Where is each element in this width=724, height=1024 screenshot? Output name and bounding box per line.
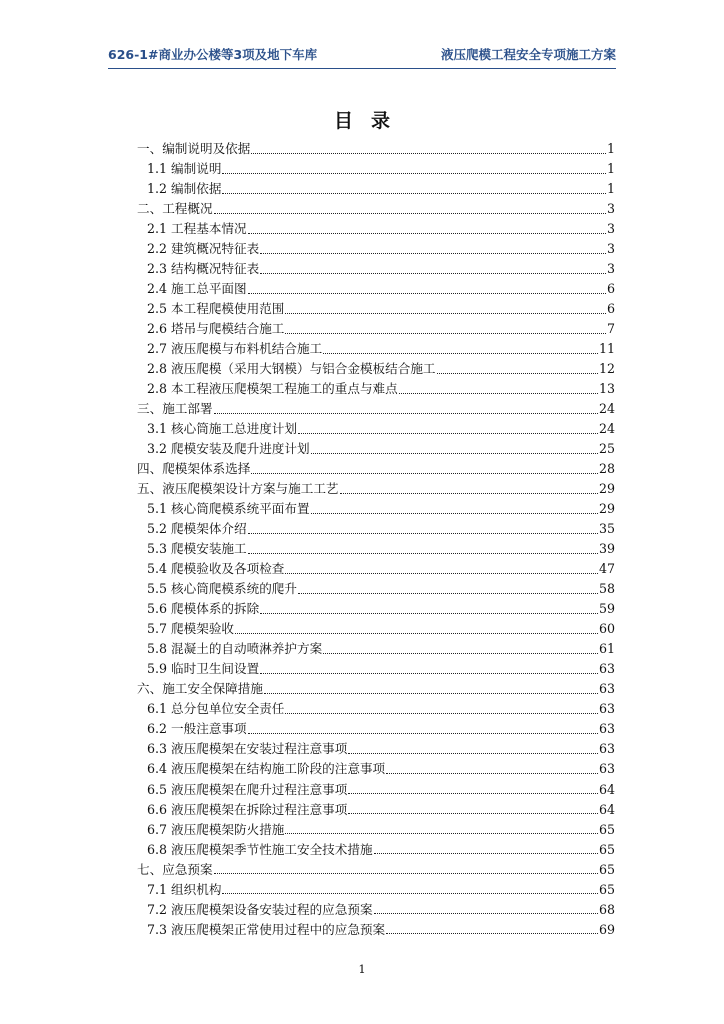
toc-entry-page: 11 <box>598 341 615 357</box>
toc-entry[interactable] <box>137 860 615 880</box>
toc-dot-leader <box>285 573 598 574</box>
toc-entry[interactable] <box>137 679 615 699</box>
toc-entry-page: 58 <box>598 581 615 597</box>
toc-entry[interactable] <box>137 840 615 860</box>
toc-entry-page: 68 <box>598 901 615 917</box>
toc-entry[interactable] <box>137 259 615 279</box>
toc-entry[interactable] <box>137 199 615 219</box>
toc-dot-leader <box>251 473 598 474</box>
toc-entry-page: 25 <box>598 441 615 457</box>
toc-entry-label: 7.1 组织机构 <box>147 881 222 897</box>
toc-entry-page: 28 <box>598 461 615 477</box>
toc-entry[interactable] <box>137 359 615 379</box>
toc-entry[interactable] <box>137 579 615 599</box>
toc-entry[interactable] <box>137 759 615 779</box>
toc-entry[interactable] <box>137 499 615 519</box>
toc-entry-page: 63 <box>598 741 615 757</box>
toc-dot-leader <box>437 373 598 374</box>
toc-entry-label: 2.2 建筑概况特征表 <box>147 241 260 257</box>
toc-entry[interactable] <box>137 299 615 319</box>
toc-entry[interactable] <box>137 279 615 299</box>
toc-dot-leader <box>285 713 598 714</box>
toc-entry-label: 5.1 核心筒爬模系统平面布置 <box>147 501 310 517</box>
toc-entry-label: 6.3 液压爬模架在安装过程注意事项 <box>147 741 348 757</box>
toc-entry-page: 29 <box>598 501 615 517</box>
toc-entry-page: 60 <box>598 621 615 637</box>
toc-entry-label: 6.2 一般注意事项 <box>147 721 247 737</box>
toc-entry-label: 三、施工部署 <box>137 401 213 417</box>
toc-entry-label: 7.3 液压爬模架正常使用过程中的应急预案 <box>147 921 386 937</box>
toc-entry-page: 13 <box>598 381 615 397</box>
toc-entry[interactable] <box>137 780 615 800</box>
toc-dot-leader <box>285 333 606 334</box>
toc-entry-label: 6.8 液压爬模架季节性施工安全技术措施 <box>147 841 373 857</box>
toc-entry-page: 1 <box>606 141 615 156</box>
toc-entry-page: 6 <box>606 301 615 317</box>
toc-entry-label: 6.7 液压爬模架防火措施 <box>147 821 285 837</box>
toc-entry-label: 5.7 爬模架验收 <box>147 621 235 637</box>
toc-entry[interactable] <box>137 739 615 759</box>
toc-entry-label: 2.5 本工程爬模使用范围 <box>147 301 285 317</box>
toc-dot-leader <box>260 253 606 254</box>
toc-entry-label: 四、爬模架体系选择 <box>137 461 251 477</box>
toc-entry-label: 3.1 核心筒施工总进度计划 <box>147 421 297 437</box>
toc-entry-label: 五、液压爬模架设计方案与施工工艺 <box>137 481 339 497</box>
toc-entry-label: 5.8 混凝土的自动喷淋养护方案 <box>147 641 323 657</box>
toc-dot-leader <box>374 853 598 854</box>
toc-dot-leader <box>311 453 598 454</box>
toc-entry-page: 61 <box>598 641 615 657</box>
toc-entry-page: 64 <box>598 781 615 797</box>
toc-entry-page: 3 <box>606 241 615 257</box>
toc-entry-page: 24 <box>598 401 615 417</box>
toc-entry[interactable] <box>137 659 615 679</box>
toc-dot-leader <box>248 733 598 734</box>
toc-entry-label: 2.8 本工程液压爬模架工程施工的重点与难点 <box>147 381 398 397</box>
toc-entry[interactable] <box>137 479 615 499</box>
toc-entry-page: 39 <box>598 541 615 557</box>
toc-dot-leader <box>285 313 606 314</box>
page-number: 1 <box>358 962 366 976</box>
toc-entry-label: 1.1 编制说明 <box>147 161 222 177</box>
toc-title: 目录 <box>333 110 408 132</box>
toc-dot-leader <box>348 793 598 794</box>
toc-dot-leader <box>222 193 606 194</box>
toc-dot-leader <box>399 393 598 394</box>
toc-entry[interactable] <box>137 599 615 619</box>
toc-entry-label: 2.8 液压爬模（采用大钢模）与铝合金模板结合施工 <box>147 361 436 377</box>
toc-entry-page: 24 <box>598 421 615 437</box>
toc-dot-leader <box>374 913 598 914</box>
toc-entry-page: 3 <box>606 261 615 277</box>
toc-dot-leader <box>348 753 598 754</box>
toc-dot-leader <box>260 613 598 614</box>
toc-dot-leader <box>214 413 598 414</box>
toc-entry-page: 63 <box>598 761 615 777</box>
toc-entry[interactable] <box>137 519 615 539</box>
toc-entry-label: 5.3 爬模安装施工 <box>147 541 247 557</box>
toc-entry-page: 65 <box>598 861 615 877</box>
toc-entry[interactable] <box>137 399 615 419</box>
toc-dot-leader <box>264 693 598 694</box>
toc-entry-page: 64 <box>598 801 615 817</box>
toc-entry-label: 二、工程概况 <box>137 201 213 217</box>
toc-entry[interactable] <box>137 139 615 159</box>
toc-entry-page: 63 <box>598 721 615 737</box>
toc-entry[interactable] <box>137 379 615 399</box>
toc-entry-label: 2.4 施工总平面图 <box>147 281 247 297</box>
toc-dot-leader <box>214 213 606 214</box>
header-divider <box>108 68 616 69</box>
toc-dot-leader <box>348 813 598 814</box>
toc-entry-label: 2.7 液压爬模与布料机结合施工 <box>147 341 323 357</box>
toc-entry-label: 6.4 液压爬模架在结构施工阶段的注意事项 <box>147 761 386 777</box>
toc-dot-leader <box>235 633 598 634</box>
toc-entry-label: 5.5 核心筒爬模系统的爬升 <box>147 581 297 597</box>
toc-entry-label: 7.2 液压爬模架设备安装过程的应急预案 <box>147 901 373 917</box>
toc-dot-leader <box>340 493 598 494</box>
toc-entry-label: 6.5 液压爬模架在爬升过程注意事项 <box>147 781 348 797</box>
table-of-contents <box>137 139 615 940</box>
toc-entry[interactable] <box>137 900 615 920</box>
toc-entry-label: 5.4 爬模验收及各项检查 <box>147 561 285 577</box>
toc-dot-leader <box>298 593 598 594</box>
toc-entry-page: 59 <box>598 601 615 617</box>
toc-entry-label: 2.3 结构概况特征表 <box>147 261 260 277</box>
toc-dot-leader <box>248 233 606 234</box>
toc-entry[interactable] <box>137 419 615 439</box>
toc-entry[interactable] <box>137 699 615 719</box>
toc-entry-label: 5.9 临时卫生间设置 <box>147 661 260 677</box>
toc-dot-leader <box>222 893 598 894</box>
toc-dot-leader <box>260 673 598 674</box>
toc-entry-label: 3.2 爬模安装及爬升进度计划 <box>147 441 310 457</box>
toc-entry-page: 47 <box>598 561 615 577</box>
toc-dot-leader <box>248 553 598 554</box>
toc-entry[interactable] <box>137 880 615 900</box>
toc-entry-page: 12 <box>598 361 615 377</box>
toc-entry-page: 1 <box>606 161 615 177</box>
toc-entry[interactable] <box>137 619 615 639</box>
toc-entry-page: 35 <box>598 521 615 537</box>
toc-entry-page: 7 <box>606 321 615 337</box>
toc-entry-label: 2.1 工程基本情况 <box>147 221 247 237</box>
toc-entry[interactable] <box>137 339 615 359</box>
toc-entry[interactable] <box>137 920 615 940</box>
toc-entry-page: 65 <box>598 881 615 897</box>
toc-entry[interactable] <box>137 719 615 739</box>
toc-dot-leader <box>285 833 598 834</box>
toc-entry-page: 63 <box>598 701 615 717</box>
toc-entry-label: 6.1 总分包单位安全责任 <box>147 701 285 717</box>
toc-dot-leader <box>214 873 598 874</box>
toc-entry-label: 七、应急预案 <box>137 861 213 877</box>
toc-entry-page: 3 <box>606 201 615 217</box>
toc-entry[interactable] <box>137 559 615 579</box>
toc-entry-page: 29 <box>598 481 615 497</box>
toc-entry-label: 5.2 爬模架体介绍 <box>147 521 247 537</box>
toc-dot-leader <box>386 773 598 774</box>
toc-dot-leader <box>323 353 598 354</box>
toc-entry[interactable] <box>137 800 615 820</box>
toc-entry[interactable] <box>137 539 615 559</box>
page-header <box>108 44 616 64</box>
toc-dot-leader <box>260 273 606 274</box>
toc-entry[interactable] <box>137 639 615 659</box>
toc-dot-leader <box>311 513 598 514</box>
toc-entry-page: 63 <box>598 661 615 677</box>
toc-dot-leader <box>323 653 598 654</box>
toc-dot-leader <box>251 153 606 154</box>
header-project-name: 626-1#商业办公楼等3项及地下车库 <box>108 47 318 62</box>
toc-entry-label: 5.6 爬模体系的拆除 <box>147 601 260 617</box>
toc-entry-label: 2.6 塔吊与爬模结合施工 <box>147 321 285 337</box>
toc-entry[interactable] <box>137 439 615 459</box>
toc-entry[interactable] <box>137 219 615 239</box>
toc-entry[interactable] <box>137 319 615 339</box>
toc-entry-page: 6 <box>606 281 615 297</box>
toc-entry-label: 1.2 编制依据 <box>147 181 222 197</box>
toc-entry-page: 69 <box>598 921 615 937</box>
toc-entry[interactable] <box>137 459 615 479</box>
toc-entry-page: 63 <box>598 681 615 697</box>
toc-entry-page: 3 <box>606 221 615 237</box>
toc-dot-leader <box>386 933 598 934</box>
toc-entry-page: 1 <box>606 181 615 197</box>
toc-entry-page: 65 <box>598 841 615 857</box>
toc-dot-leader <box>298 433 598 434</box>
toc-dot-leader <box>222 173 606 174</box>
toc-dot-leader <box>248 293 606 294</box>
toc-entry-label: 一、编制说明及依据 <box>137 141 251 156</box>
toc-entry-label: 6.6 液压爬模架在拆除过程注意事项 <box>147 801 348 817</box>
toc-entry[interactable] <box>137 239 615 259</box>
toc-entry[interactable] <box>137 159 615 179</box>
toc-entry-page: 65 <box>598 821 615 837</box>
header-document-title: 液压爬模工程安全专项施工方案 <box>440 47 616 62</box>
toc-entry[interactable] <box>137 820 615 840</box>
toc-dot-leader <box>248 533 598 534</box>
toc-entry[interactable] <box>137 179 615 199</box>
toc-entry-label: 六、施工安全保障措施 <box>137 681 263 697</box>
